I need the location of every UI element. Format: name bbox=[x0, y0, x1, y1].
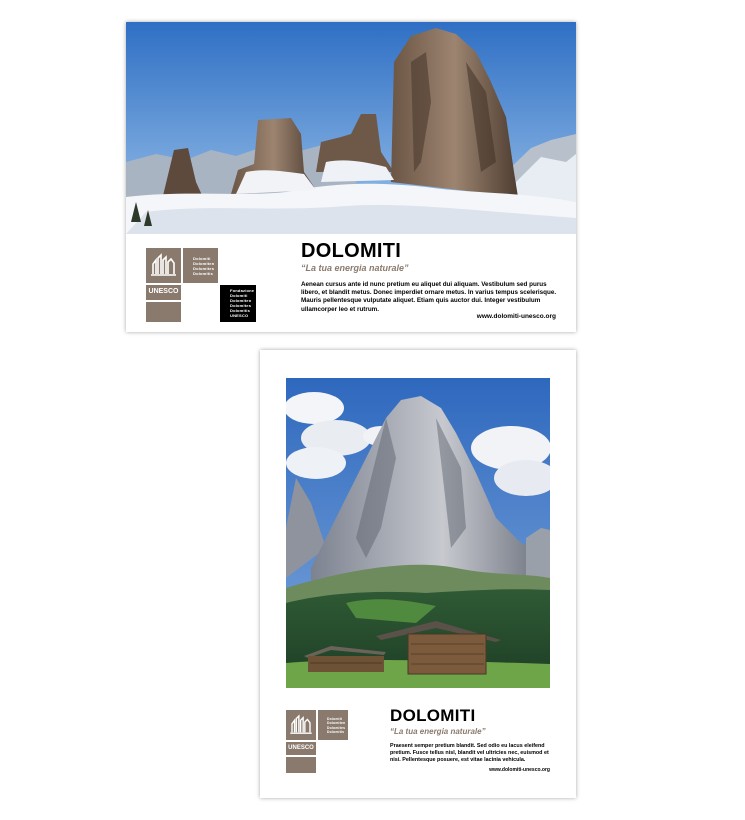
logo-name: Dolomitis bbox=[327, 729, 345, 734]
logo-name: Dolomiten bbox=[327, 721, 346, 726]
card-body-text: Praesent semper pretium blandit. Sed odio eu lacus eleifend pretium. Fusce tellus nisl, blandit vel ultricies nec, euismod et nisi. Pellentesque posuere, est vitae lacinia vehicula. bbox=[390, 743, 549, 764]
foundation-line: UNESCO bbox=[230, 313, 249, 318]
postcard-winter bbox=[126, 22, 576, 332]
logo-names-tile bbox=[183, 248, 218, 283]
foundation-line: Dolomites bbox=[230, 303, 252, 308]
card-title: DOLOMITI bbox=[390, 706, 476, 725]
card-url: www.dolomiti-unesco.org bbox=[476, 313, 556, 320]
logo-base-tile bbox=[286, 757, 316, 773]
unesco-logo bbox=[286, 710, 350, 773]
summer-dolomites-photo bbox=[286, 378, 550, 688]
logo-name: Dolomitis bbox=[193, 271, 214, 276]
foundation-line: Dolomiti bbox=[230, 293, 248, 298]
logo-names-tile bbox=[318, 710, 348, 740]
logo-name: Dolomites bbox=[193, 266, 215, 271]
card-subtitle: “La tua energia naturale” bbox=[390, 727, 486, 736]
foundation-line: Fondazione bbox=[230, 288, 255, 293]
logo-icon-tile bbox=[146, 248, 181, 283]
card-title: DOLOMITI bbox=[301, 240, 402, 262]
card-subtitle: “La tua energia naturale” bbox=[301, 263, 409, 273]
foundation-line: Dolomiten bbox=[230, 298, 252, 303]
peaks-icon bbox=[286, 710, 316, 740]
logo-base-tile bbox=[146, 302, 181, 322]
winter-dolomites-photo bbox=[126, 22, 576, 234]
unesco-label: UNESCO bbox=[288, 745, 314, 751]
card-body-text: Aenean cursus ante id nunc pretium eu aliquet dui aliquam. Vestibulum sed purus libero, et blandit metus. Donec imperdiet ornare metus. In varius tempus scelerisque. Mauris pellentesque vulputate aliquet. Etiam quis auctor dui. Integer vestibulum ullamcorper leo et rutrum. bbox=[301, 281, 557, 313]
logo-name: Dolomiten bbox=[193, 261, 215, 266]
foundation-line: Dolomitis bbox=[230, 308, 251, 313]
card-url: www.dolomiti-unesco.org bbox=[489, 767, 550, 773]
peaks-icon bbox=[146, 248, 181, 283]
postcard-summer bbox=[260, 350, 576, 798]
unesco-label: UNESCO bbox=[148, 288, 179, 295]
logo-name: Dolomiti bbox=[193, 256, 211, 261]
logo-name: Dolomiti bbox=[327, 717, 343, 721]
logo-icon-tile bbox=[286, 710, 316, 740]
logo-unesco-tile bbox=[146, 285, 181, 300]
logo-name: Dolomites bbox=[327, 725, 346, 730]
unesco-logo bbox=[146, 248, 256, 322]
foundation-box bbox=[220, 285, 256, 322]
logo-unesco-tile bbox=[286, 742, 316, 755]
